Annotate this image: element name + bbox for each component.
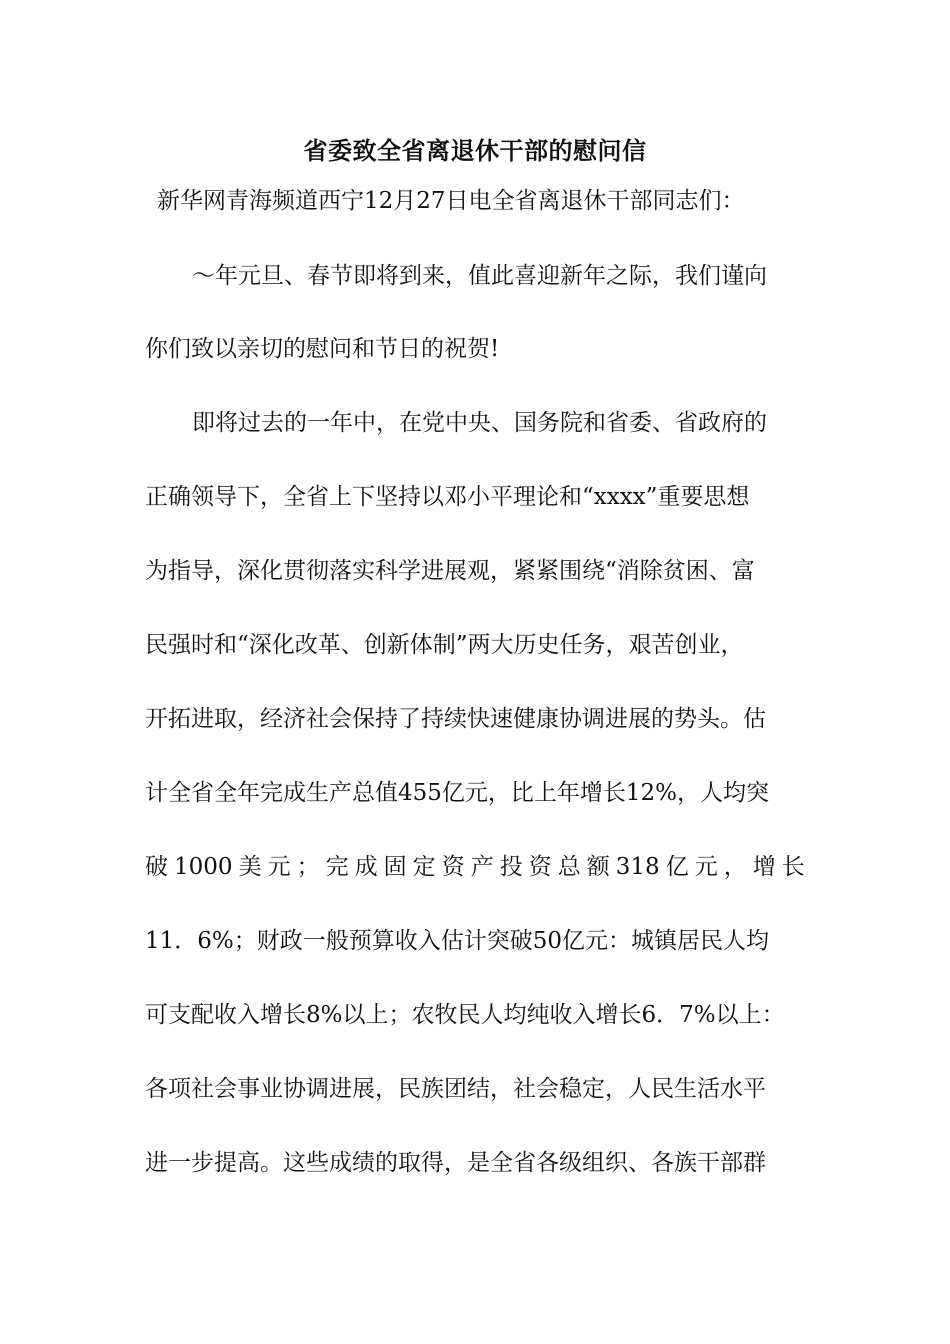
spaced-text: 亿 [665, 854, 689, 880]
paragraph-line: 民强时和“深化改革、创新体制”两大历史任务，艰苦创业， [145, 632, 744, 658]
spaced-text: 318 [615, 854, 660, 880]
spaced-text: 资 [441, 854, 465, 880]
paragraph-line: 11．6%；财政一般预算收入估计突破50亿元：城镇居民人均 [145, 928, 770, 954]
spaced-text: ， [723, 854, 747, 880]
paragraph-line: ～年元旦、春节即将到来，值此喜迎新年之际，我们谨向 [192, 263, 767, 289]
paragraph-line: 进一步提高。这些成绩的取得，是全省各级组织、各族干部群 [145, 1150, 766, 1176]
paragraph-line: 即将过去的一年中，在党中央、国务院和省委、省政府的 [192, 410, 767, 436]
paragraph-line: 计全省全年完成生产总值455亿元，比上年增长12%，人均突 [145, 780, 770, 806]
spaced-text: 定 [412, 854, 436, 880]
letter-title: 省委致全省离退休干部的慰问信 [303, 136, 647, 165]
spaced-text: 美 [238, 854, 262, 880]
spaced-text: 额 [586, 854, 610, 880]
paragraph-line: 可支配收入增长8%以上；农牧民人均纯收入增长6．7%以上： [145, 1002, 785, 1028]
spaced-text: 元 [267, 854, 291, 880]
spaced-text: 产 [470, 854, 494, 880]
spaced-text: 固 [383, 854, 407, 880]
spaced-text: 元 [694, 854, 718, 880]
spaced-text: 增 [752, 854, 776, 880]
paragraph-line: 正确领导下，全省上下坚持以邓小平理论和“xxxx”重要思想 [145, 484, 750, 510]
paragraph-line: 为指导，深化贯彻落实科学进展观，紧紧围绕“消除贫困、富 [145, 558, 755, 584]
spaced-text: 完 [325, 854, 349, 880]
spaced-text: ； [296, 854, 320, 880]
spaced-text: 投 [499, 854, 523, 880]
justified-paragraph-line [145, 849, 805, 885]
spaced-text: 资 [528, 854, 552, 880]
paragraph-line: 开拓进取，经济社会保持了持续快速健康协调进展的势头。估 [145, 706, 766, 732]
spaced-text: 总 [557, 854, 581, 880]
paragraph-line: 你们致以亲切的慰问和节日的祝贺! [145, 336, 500, 362]
spaced-text: 破 [145, 854, 168, 880]
spaced-text: 长 [781, 854, 805, 880]
salutation: 新华网青海频道西宁12月27日电全省离退休干部同志们： [157, 188, 745, 214]
spaced-text: 成 [354, 854, 378, 880]
paragraph-line: 各项社会事业协调进展，民族团结，社会稳定，人民生活水平 [145, 1076, 766, 1102]
spaced-text: 1000 [174, 854, 233, 880]
